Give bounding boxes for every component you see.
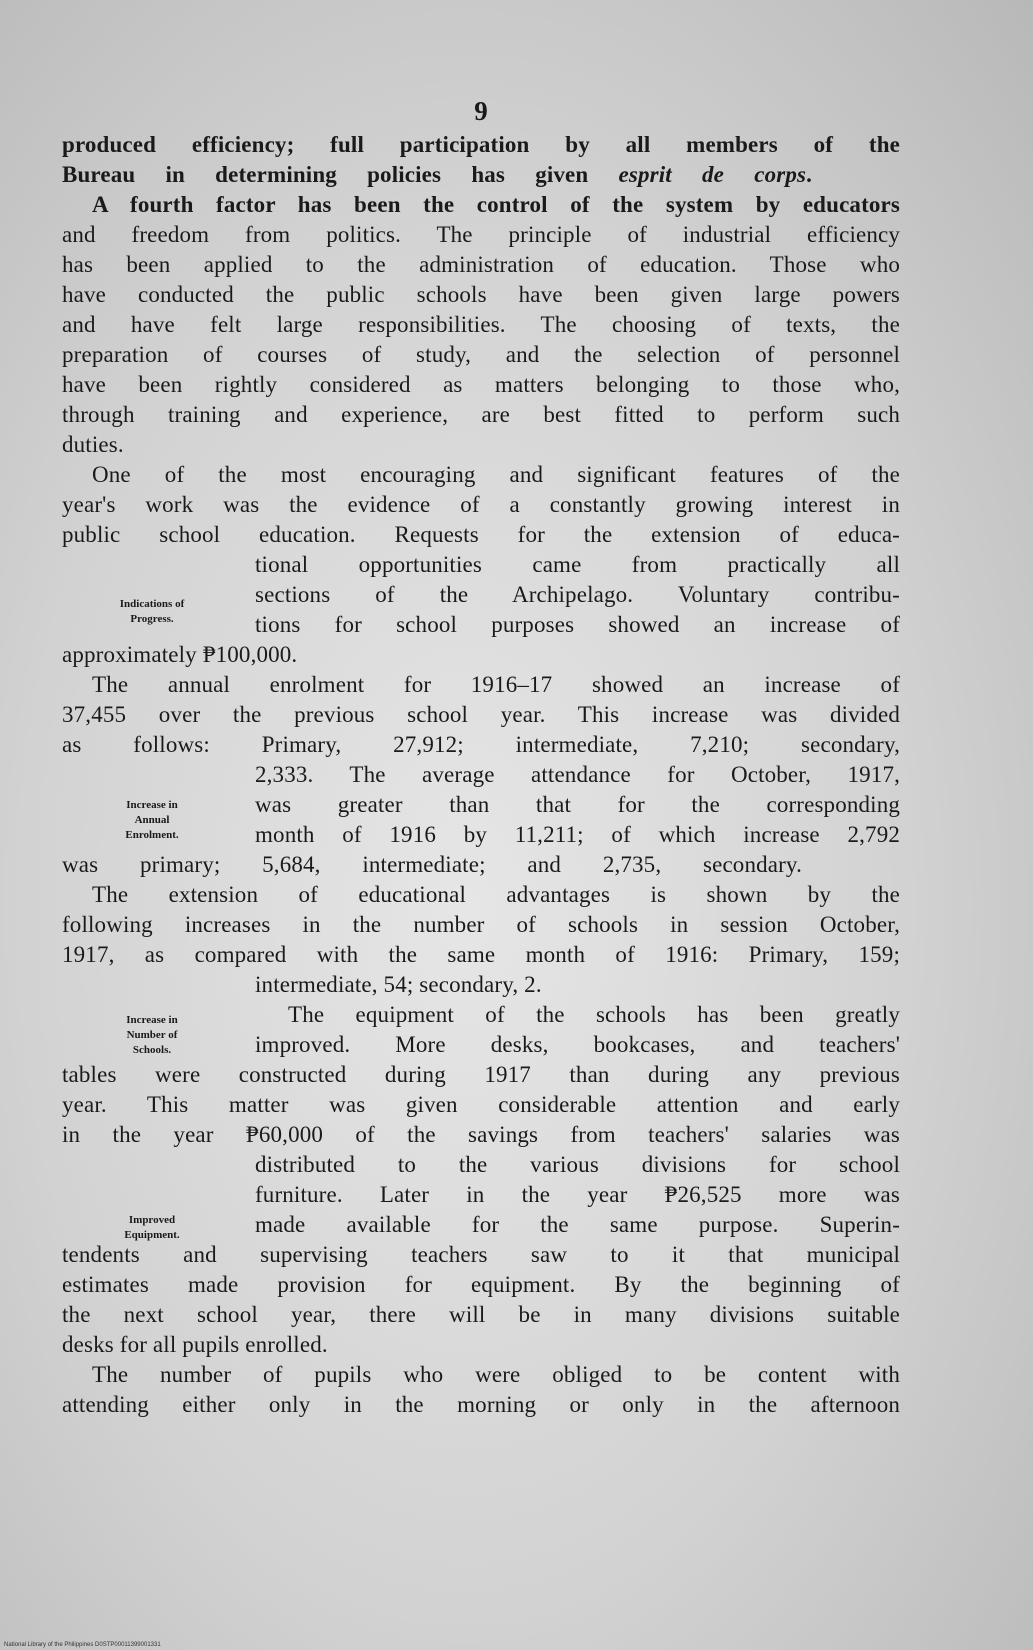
text-line: The number of pupils who were obliged to be content with — [92, 1362, 900, 1387]
text-line: The annual enrolment for 1916–17 showed an increase of — [92, 672, 900, 697]
text-line: The extension of educational advantages is shown by the — [92, 882, 900, 907]
text-line: tional opportunities came from practically all — [255, 552, 900, 577]
text-line: One of the most encouraging and significant features of the — [92, 462, 900, 487]
text-line: The equipment of the schools has been greatly — [288, 1002, 900, 1027]
text-line: Bureau in determining policies has given esprit de corps. — [62, 162, 812, 187]
text-line: approximately ₱100,000. — [62, 642, 298, 667]
margin-note-line: Increase in — [126, 799, 178, 811]
text-line: through training and experience, are best fitted to perform such — [62, 402, 900, 427]
text-line: A fourth factor has been the control of the system by educators — [92, 192, 900, 217]
margin-note — [87, 1013, 217, 1058]
text-line: preparation of courses of study, and the selection of personnel — [62, 342, 900, 367]
text-line: 2,333. The average attendance for October, 1917, — [255, 762, 900, 787]
text-line: 1917, as compared with the same month of 1916: Primary, 159; — [62, 942, 900, 967]
margin-note-line: Number of — [126, 1029, 178, 1041]
margin-note-line: Progress. — [130, 613, 174, 625]
text-line: duties. — [62, 432, 124, 457]
margin-note-line: Annual — [134, 814, 170, 826]
text-line: was greater than that for the corresponding — [255, 792, 900, 817]
text-line: year's work was the evidence of a constantly growing interest in — [62, 492, 900, 517]
margin-note — [87, 1213, 217, 1243]
text-line: tions for school purposes showed an increase of — [255, 612, 900, 637]
text-line: tables were constructed during 1917 than during any previous — [62, 1062, 900, 1087]
text-line: improved. More desks, bookcases, and teachers' — [255, 1032, 900, 1057]
text-line: have conducted the public schools have been given large powers — [62, 282, 900, 307]
text-line: year. This matter was given considerable attention and early — [62, 1092, 900, 1117]
text-line: month of 1916 by 11,211; of which increase 2,792 — [255, 822, 900, 847]
text-line: tendents and supervising teachers saw to it that municipal — [62, 1242, 900, 1267]
text-line: public school education. Requests for the extension of educa- — [62, 522, 900, 547]
margin-note-line: Improved — [128, 1214, 176, 1226]
text-line: as follows: Primary, 27,912; intermediate, 7,210; secondary, — [62, 732, 900, 757]
margin-note-line: Increase in — [126, 1014, 178, 1026]
text-line: sections of the Archipelago. Voluntary contribu- — [255, 582, 900, 607]
text-line: desks for all pupils enrolled. — [62, 1332, 328, 1357]
margin-note — [87, 798, 217, 843]
text-line: estimates made provision for equipment. By the beginning of — [62, 1272, 900, 1297]
text-line: 37,455 over the previous school year. This increase was divided — [62, 702, 900, 727]
margin-note-line: Schools. — [132, 1044, 172, 1056]
margin-note — [87, 597, 217, 627]
text-line: and freedom from politics. The principle of industrial efficiency — [62, 222, 900, 247]
text-line: furniture. Later in the year ₱26,525 more was — [255, 1182, 900, 1207]
text-line: has been applied to the administration of education. Those who — [62, 252, 900, 277]
margin-note-line: Equipment. — [124, 1229, 180, 1241]
page-number: 9 — [474, 96, 488, 126]
text-line: attending either only in the morning or only in the afternoon — [62, 1392, 900, 1417]
text-line: have been rightly considered as matters belonging to those who, — [62, 372, 900, 397]
margin-note-line: Indications of — [119, 598, 185, 610]
text-line: made available for the same purpose. Superin- — [255, 1212, 900, 1237]
text-line: and have felt large responsibilities. The choosing of texts, the — [62, 312, 900, 337]
archive-footer: National Library of the Philippines D0STP00011399001331 — [4, 1642, 161, 1648]
margin-note-line: Enrolment. — [125, 829, 179, 841]
text-line: in the year ₱60,000 of the savings from teachers' salaries was — [62, 1122, 900, 1147]
text-line: produced efficiency; full participation by all members of the — [62, 132, 900, 157]
text-line: distributed to the various divisions for school — [255, 1152, 900, 1177]
text-line: following increases in the number of schools in session October, — [62, 912, 900, 937]
text-line: the next school year, there will be in many divisions suitable — [62, 1302, 900, 1327]
text-line: was primary; 5,684, intermediate; and 2,735, secondary. — [62, 852, 802, 877]
text-line: intermediate, 54; secondary, 2. — [255, 972, 542, 997]
